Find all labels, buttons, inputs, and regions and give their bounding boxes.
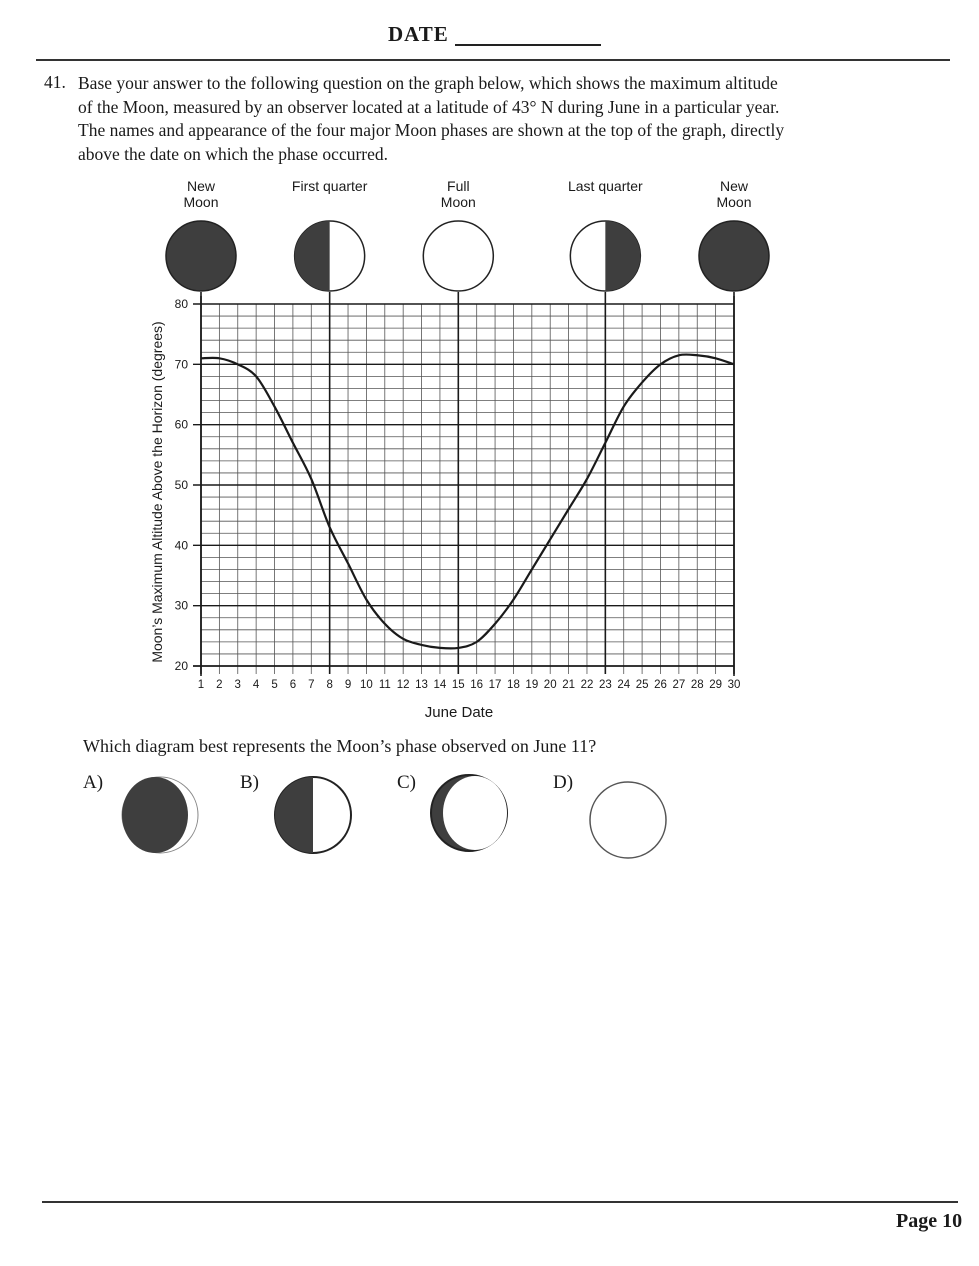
y-tick-label: 70: [174, 357, 188, 372]
x-tick-label: 1: [197, 679, 205, 691]
x-tick-label: 27: [672, 679, 686, 691]
x-tick-label: 7: [308, 679, 315, 691]
phase-header: [166, 178, 769, 291]
x-tick-label: 20: [543, 679, 557, 691]
x-tick-label: 16: [470, 679, 484, 691]
y-tick-label: 50: [174, 478, 188, 492]
first-quarter-icon[interactable]: [275, 777, 351, 853]
y-tick-label: 60: [174, 417, 188, 432]
x-tick-label: 30: [727, 679, 741, 691]
choice-a-label[interactable]: A): [83, 772, 104, 793]
x-tick-label: 24: [617, 679, 631, 691]
new-moon-icon: [166, 221, 236, 291]
phase-name-label: First quarter: [291, 178, 368, 194]
phase-name-label: Last quarter: [567, 178, 643, 194]
chart-minor-grid: [201, 304, 734, 674]
x-tick-label: 23: [598, 679, 612, 691]
footer-rule: [42, 1201, 958, 1203]
x-tick-label: 22: [580, 679, 594, 691]
x-tick-label: 9: [344, 679, 352, 691]
y-tick-label: 20: [174, 659, 188, 673]
x-tick-label: 19: [525, 679, 539, 691]
x-tick-label: 14: [433, 679, 447, 691]
y-tick-label: 40: [174, 538, 188, 553]
waning-crescent-icon[interactable]: [122, 777, 198, 853]
date-label: DATE: [388, 22, 449, 46]
x-tick-label: 8: [326, 679, 333, 691]
question-line-1: Base your answer to the following question on the graph below, which shows the maximum altitude: [78, 73, 778, 93]
full-moon-icon: [423, 221, 493, 291]
new-moon-icon: [699, 221, 769, 291]
altitude-series-line: [201, 354, 734, 648]
x-axis-label: June Date: [424, 704, 494, 721]
question-line-4: above the date on which the phase occurred.: [78, 143, 389, 164]
x-tick-label: 13: [415, 679, 428, 691]
x-tick-label: 26: [654, 679, 667, 691]
choice-b-label[interactable]: B): [240, 772, 259, 793]
choice-c-label[interactable]: C): [397, 772, 416, 793]
x-tick-label: 5: [271, 679, 278, 691]
phase-name-label: New: [719, 178, 749, 194]
phase-name-label: Moon: [716, 194, 752, 210]
x-tick-label: 15: [451, 679, 465, 691]
first-quarter-icon: [295, 221, 365, 291]
x-tick-label: 6: [289, 679, 297, 691]
y-tick-label: 80: [174, 297, 188, 311]
x-tick-label: 3: [234, 679, 241, 691]
x-tick-label: 12: [396, 679, 410, 691]
x-tick-label: 25: [635, 679, 649, 691]
last-quarter-icon: [570, 221, 640, 291]
y-tick-label: 30: [174, 598, 188, 613]
sub-question-text: Which diagram best represents the Moon’s phase observed on June 11?: [83, 736, 597, 756]
phase-name-label: Moon: [440, 194, 476, 210]
x-tick-label: 11: [378, 679, 391, 691]
x-tick-label: 10: [360, 679, 373, 691]
x-tick-label: 28: [690, 679, 704, 691]
x-tick-label: 2: [216, 679, 223, 691]
question-number: 41.: [44, 72, 66, 92]
phase-name-label: New: [186, 178, 216, 194]
question-line-3: The names and appearance of the four major Moon phases are shown at the top of the graph, directly: [78, 120, 785, 141]
page-number: Page 10: [896, 1210, 963, 1232]
choice-d-label[interactable]: D): [553, 772, 574, 793]
y-axis-label: Moon’s Maximum Altitude Above the Horizon (degrees): [149, 321, 165, 663]
x-tick-label: 17: [488, 679, 502, 691]
x-tick-label: 4: [252, 679, 260, 691]
phase-name-label: Full: [447, 178, 470, 194]
x-tick-label: 21: [562, 679, 575, 691]
full-moon-icon[interactable]: [590, 782, 666, 858]
x-tick-label: 18: [507, 679, 520, 691]
phase-name-label: Moon: [183, 194, 219, 210]
question-line-2: of the Moon, measured by an observer located at a latitude of 43° N during June in a particular year.: [78, 96, 780, 117]
x-tick-label: 29: [709, 679, 723, 691]
crescent-icon[interactable]: [431, 775, 507, 851]
